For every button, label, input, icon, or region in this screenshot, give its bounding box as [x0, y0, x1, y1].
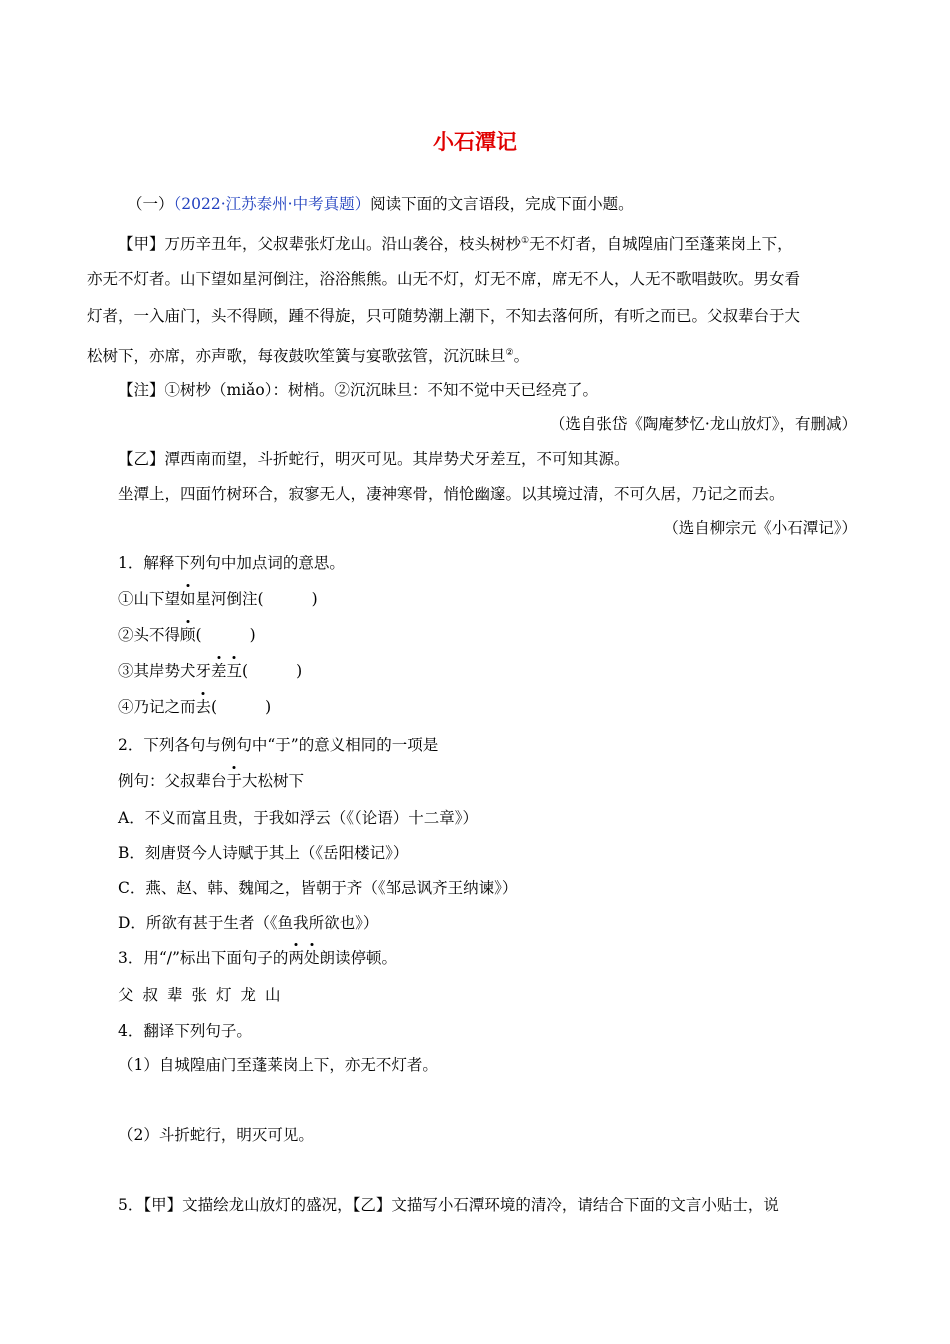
- question-4-sentence-2: （2）斗折蛇行，明灭可见。: [118, 1126, 314, 1144]
- dotted-word: 处: [303, 949, 320, 967]
- intro-line: [127, 194, 634, 214]
- footnote-mark: ②: [505, 348, 514, 358]
- source-citation-1: （选自张岱《陶庵梦忆·龙山放灯》，有删减）: [549, 415, 857, 433]
- note-line: 【注】①树杪（miǎo）：树梢。②沉沉昧旦：不知不觉中天已经亮了。: [118, 381, 598, 399]
- question-3-sentence[interactable]: 父叔辈张灯龙山: [118, 986, 290, 1004]
- question-4-stem: 4．翻译下列句子。: [118, 1022, 252, 1040]
- footnote-mark: ①: [521, 236, 530, 246]
- option-b[interactable]: B．刻唐贤今人诗赋于其上（《岳阳楼记》）: [118, 844, 409, 862]
- dotted-word: 如: [180, 590, 196, 608]
- question-1-stem: 1．解释下列句中加点词的意思。: [118, 554, 345, 572]
- dotted-word: 两: [288, 949, 304, 967]
- question-1-item: ①山下望如星河倒注( ): [118, 590, 318, 608]
- jia-line-1: 【甲】万历辛丑年，父叔辈张灯龙山。沿山袭谷，枝头树杪①无不灯者，自城隍庙门至蓬莱岗上下，: [118, 235, 793, 254]
- question-1-item: ②头不得顾( ): [118, 626, 256, 644]
- dotted-word: 于: [226, 772, 243, 790]
- option-d[interactable]: D．所欲有甚于生者（《鱼我所欲也》）: [118, 914, 379, 932]
- question-1-item: ④乃记之而去( ): [118, 698, 272, 716]
- jia-line-2: 亦无不灯者。山下望如星河倒注，浴浴熊熊。山无不灯，灯无不席，席无不人，人无不歌唱鼓吹。男女看: [87, 270, 801, 288]
- question-1-item: ③其岸势犬牙差互( ): [118, 662, 303, 680]
- question-2-stem: 2．下列各句与例句中“于”的意义相同的一项是: [118, 736, 439, 754]
- yi-line-2: 坐潭上，四面竹树环合，寂寥无人，凄神寒骨，悄怆幽邃。以其境过清，不可久居，乃记之而去。: [118, 485, 785, 503]
- dotted-word: 差: [211, 662, 227, 680]
- page-title: 小石潭记: [433, 130, 517, 154]
- source-link[interactable]: （2022·江苏泰州·中考真题）: [173, 195, 371, 213]
- option-a[interactable]: A．不义而富且贵，于我如浮云（《（论语）十二章》）: [118, 809, 478, 827]
- dotted-word: 顾: [180, 626, 196, 644]
- question-5-stem: 5．【甲】文描绘龙山放灯的盛况，【乙】文描写小石潭环境的清冷，请结合下面的文言小贴士，说: [118, 1196, 779, 1214]
- yi-line-1: 【乙】潭西南而望，斗折蛇行，明灭可见。其岸势犬牙差互，不可知其源。: [118, 450, 630, 468]
- jia-line-4: 松树下，亦席，亦声歌，每夜鼓吹笙簧与宴歌弦管，沉沉昧旦②。: [87, 347, 530, 366]
- question-4-sentence-1: （1）自城隍庙门至蓬莱岗上下，亦无不灯者。: [118, 1056, 438, 1074]
- jia-line-3: 灯者，一入庙门，头不得顾，踵不得旋，只可随势潮上潮下，不知去落何所，有听之而已。父叔辈台于大: [87, 307, 801, 325]
- intro-prefix: （一）: [127, 195, 174, 213]
- dotted-word: 互: [226, 662, 243, 680]
- option-c[interactable]: C．燕、赵、韩、魏闻之，皆朝于齐（《邹忌讽齐王纳谏》）: [118, 879, 518, 897]
- source-citation-2: （选自柳宗元《小石潭记》）: [663, 519, 857, 537]
- dotted-word: 去: [195, 698, 212, 716]
- intro-text: 阅读下面的文言语段，完成下面小题。: [370, 195, 634, 213]
- question-2-example: 例句：父叔辈台于大松树下: [118, 772, 305, 790]
- question-3-stem: 3．用“/”标出下面句子的两处朗读停顿。: [118, 949, 397, 967]
